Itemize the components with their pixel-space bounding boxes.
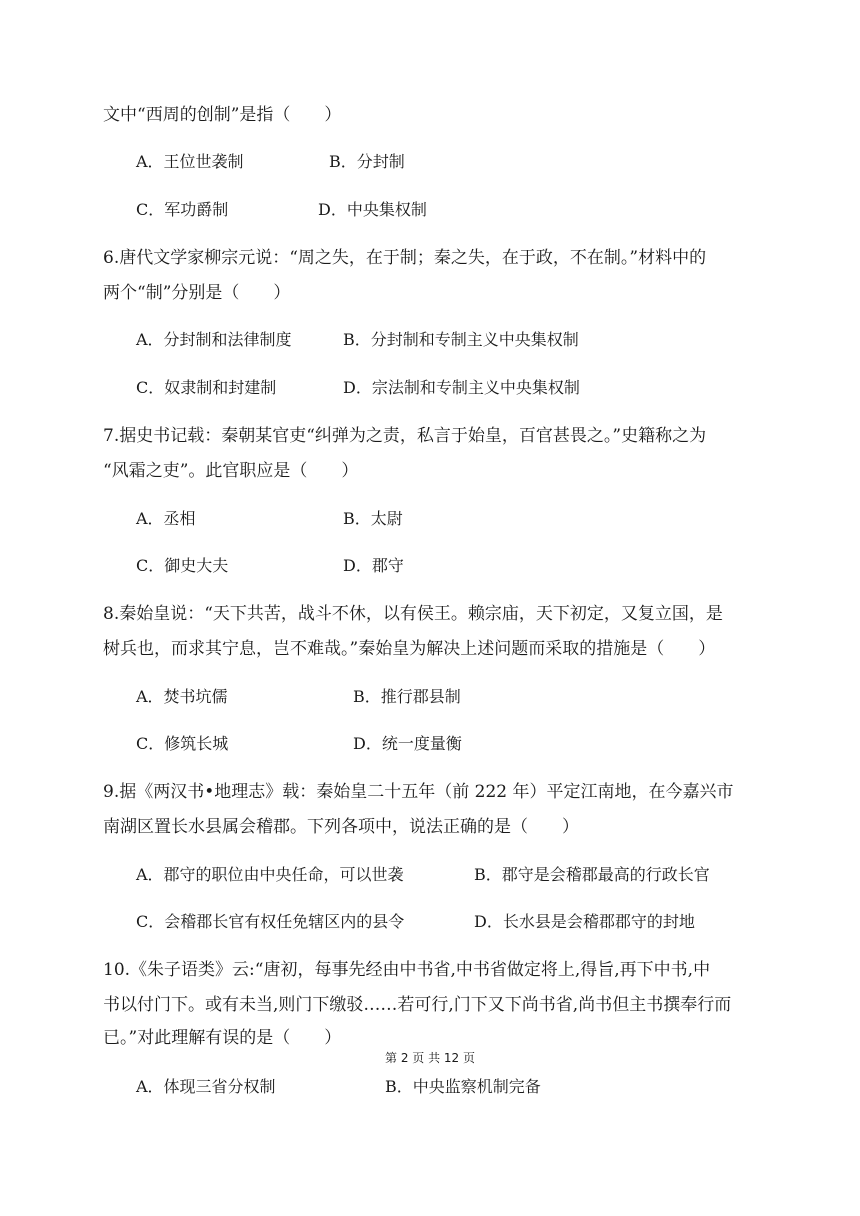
q5-option-c: C．军功爵制 [136, 200, 229, 219]
q5-option-b: B．分封制 [329, 152, 405, 171]
q9-option-a: A．郡守的职位由中央任命，可以世袭 [136, 865, 404, 884]
q8-option-c: C．修筑长城 [136, 734, 229, 753]
q7-option-c: C．御史大夫 [136, 556, 229, 575]
q5-option-a: A．王位世袭制 [136, 152, 244, 171]
q7-option-d: D．郡守 [343, 556, 404, 575]
q7-option-b: B．太尉 [343, 509, 403, 528]
q8-option-d: D．统一度量衡 [353, 734, 462, 753]
q9-stem-line-2: 南湖区置长水县属会稽郡。下列各项中，说法正确的是（ ） [103, 817, 579, 837]
q7-option-a: A．丞相 [136, 509, 196, 528]
q8-option-a: A．焚书坑儒 [136, 687, 228, 706]
q7-stem-line-1: 7.据史书记载：秦朝某官吏“纠弹为之责，私言于始皇，百官甚畏之。”史籍称之为 [103, 426, 707, 446]
q8-stem-line-2: 树兵也，而求其宁息，岂不难哉。”秦始皇为解决上述问题而采取的措施是（ ） [103, 639, 716, 659]
q5-stem: 文中“西周的创制”是指（ ） [103, 105, 342, 125]
q8-option-b: B．推行郡县制 [353, 687, 461, 706]
q6-option-c: C．奴隶制和封建制 [136, 378, 277, 397]
q5-option-d: D．中央集权制 [318, 200, 427, 219]
q8-stem-line-1: 8.秦始皇说：“天下共苦，战斗不休，以有侯王。赖宗庙，天下初定，又复立国，是 [103, 604, 723, 624]
q9-option-c: C．会稽郡长官有权任免辖区内的县令 [136, 912, 405, 931]
q6-option-b: B．分封制和专制主义中央集权制 [343, 330, 579, 349]
q7-stem-line-2: “风霜之吏”。此官职应是（ ） [103, 461, 359, 481]
q10-option-b: B．中央监察机制完备 [385, 1077, 541, 1096]
q6-stem-line-1: 6.唐代文学家柳宗元说：“周之失，在于制；秦之失，在于政，不在制。”材料中的 [103, 248, 707, 268]
q10-option-a: A．体现三省分权制 [136, 1077, 276, 1096]
q6-option-d: D．宗法制和专制主义中央集权制 [343, 378, 580, 397]
q6-stem-line-2: 两个“制”分别是（ ） [103, 283, 291, 303]
q10-stem-line-1: 10.《朱子语类》云:“唐初，每事先经由中书省,中书省做定将上,得旨,再下中书,中 [103, 960, 711, 980]
q9-option-d: D．长水县是会稽郡郡守的封地 [474, 912, 695, 931]
q6-option-a: A．分封制和法律制度 [136, 330, 292, 349]
q10-stem-line-3: 已。”对此理解有误的是（ ） [103, 1028, 342, 1048]
q9-stem-line-1: 9.据《两汉书•地理志》载：秦始皇二十五年（前 222 年）平定江南地，在今嘉兴市 [103, 782, 734, 802]
q9-option-b: B．郡守是会稽郡最高的行政长官 [474, 865, 710, 884]
q10-stem-line-2: 书以付门下。或有未当,则门下缴驳……若可行,门下又下尚书省,尚书但主书撰奉行而 [103, 995, 732, 1015]
page-footer: 第 2 页 共 12 页 [385, 1051, 475, 1065]
